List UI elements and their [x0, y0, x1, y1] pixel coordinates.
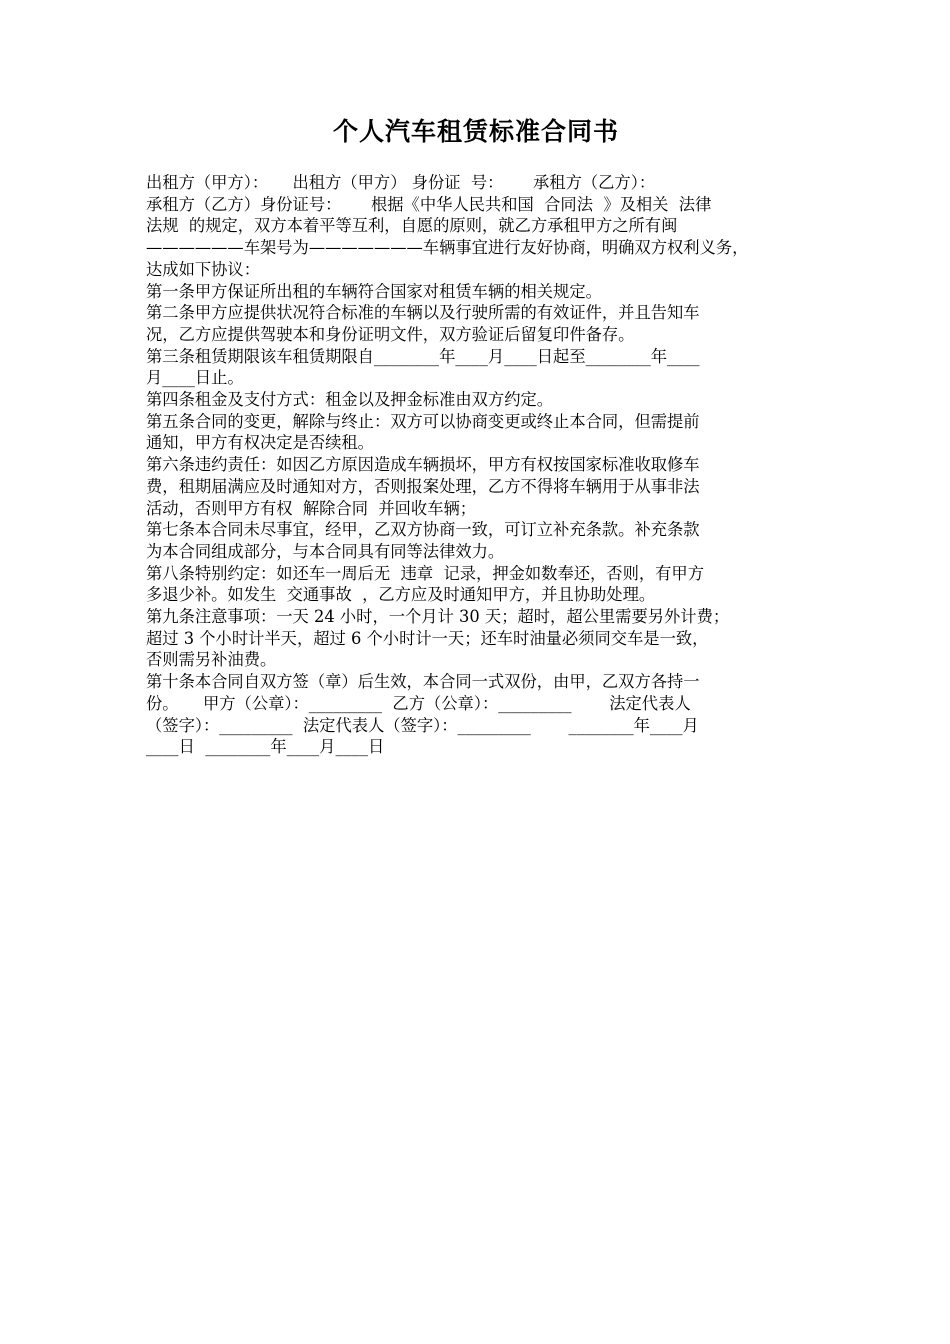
signature-line: （签字）：_________ 法定代表人（签字）：_________ ________年____月: [146, 715, 699, 735]
clause-6: 第六条违约责任：如因乙方原因造成车辆损坏，甲方有权按国家标准收取修车: [146, 455, 700, 475]
body-line: 承租方（乙方）身份证号： 根据《中华人民共和国 合同法 》及相关 法律: [146, 194, 712, 214]
body-line: 超过 3 个小时计半天，超过 6 个小时计一天；还车时油量必须同交车是一致，: [146, 628, 709, 648]
contract-body: [146, 172, 806, 758]
clause-5: 第五条合同的变更，解除与终止：双方可以协商变更或终止本合同，但需提前: [146, 411, 700, 431]
clause-4: 第四条租金及支付方式：租金以及押金标准由双方约定。: [146, 390, 554, 410]
body-line: 否则需另补油费。: [146, 650, 277, 670]
contract-page: [146, 110, 806, 758]
date-line: ____日 ________年____月____日: [146, 737, 385, 757]
signature-line: 份。 甲方（公章）：_________ 乙方（公章）：_________ 法定代表人: [146, 693, 691, 713]
body-line: 费，租期届满应及时通知对方，否则报案处理，乙方不得将车辆用于从事非法: [146, 476, 700, 496]
body-line: 为本合同组成部分，与本合同具有同等法律效力。: [146, 541, 505, 561]
clause-1: 第一条甲方保证所出租的车辆符合国家对租赁车辆的相关规定。: [146, 281, 602, 301]
clause-10: 第十条本合同自双方签（章）后生效，本合同一式双份，由甲，乙双方各持一: [146, 672, 700, 692]
body-line: 活动，否则甲方有权 解除合同 并回收车辆；: [146, 498, 477, 518]
body-line: 达成如下协议：: [146, 259, 260, 279]
body-line: 多退少补。如发生 交通事故 ，乙方应及时通知甲方，并且协助处理。: [146, 585, 656, 605]
clause-8: 第八条特别约定：如还车一周后无 违章 记录，押金如数奉还，否则，有甲方: [146, 563, 704, 583]
body-line: 况，乙方应提供驾驶本和身份证明文件，双方验证后留复印件备存。: [146, 324, 635, 344]
body-line: 月____日止。: [146, 368, 244, 388]
clause-3: 第三条租赁期限该车租赁期限自________年____月____日起至________年____: [146, 346, 700, 366]
body-line: 法规 的规定，双方本着平等互利，自愿的原则，就乙方承租甲方之所有闽: [146, 216, 678, 236]
clause-7: 第七条本合同未尽事宜，经甲，乙双方协商一致，可订立补充条款。补充条款: [146, 520, 700, 540]
body-line: ——————车架号为———————车辆事宜进行友好协商，明确双方权利义务，: [146, 238, 749, 258]
clause-2: 第二条甲方应提供状况符合标准的车辆以及行驶所需的有效证件，并且告知车: [146, 303, 700, 323]
body-line: 出租方（甲方）： 出租方（甲方） 身份证 号： 承租方（乙方）：: [146, 173, 656, 192]
clause-9: 第九条注意事项：一天 24 小时，一个月计 30 天；超时，超公里需要另外计费；: [146, 607, 730, 627]
body-line: 通知，甲方有权决定是否续租。: [146, 433, 374, 453]
document-title: 个人汽车租赁标准合同书: [332, 117, 619, 146]
